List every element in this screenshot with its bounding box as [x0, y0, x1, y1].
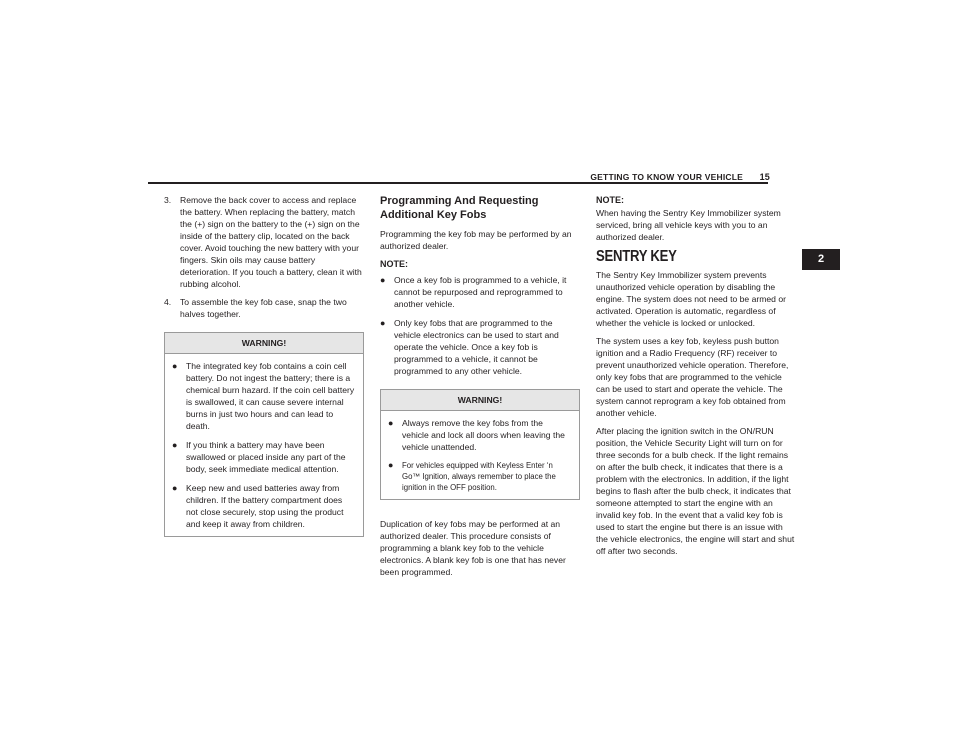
step-number: 3.: [164, 195, 172, 205]
warning-title: WARNING!: [381, 390, 579, 411]
note-bullet: ● Only key fobs that are programmed to the vehicle electronics can be used to start and operate the vehicle. Once a key fob is programmed to a vehicle, it cannot be programmed to any other vehicle.: [380, 318, 559, 376]
key-fob-warning-box: [380, 389, 580, 500]
bullet-icon: ●: [388, 460, 394, 470]
chapter-tab: 2: [802, 249, 840, 270]
running-header: [590, 172, 770, 182]
paragraph: After placing the ignition switch in the ON/RUN position, the Vehicle Security Light will turn on for three seconds for a bulb check. If the light remains on after the bulb check, it indicates that there is a problem with the electronics. In addition, if the light begins to flash after the bulb check, it indicates that someone attempted to start the engine with an invalid key fob. In the event that a valid key fob is used to start the engine but there is an issue with the vehicle electronics, the engine will start and shut off after two seconds.: [596, 426, 795, 556]
bullet-icon: ●: [380, 318, 386, 328]
step-number: 4.: [164, 297, 172, 307]
step-text: To assemble the key fob case, snap the two halves together.: [180, 297, 347, 319]
note-label: NOTE:: [380, 259, 408, 269]
bullet-icon: ●: [388, 418, 394, 428]
warning-bullet: ● Always remove the key fobs from the vehicle and lock all doors when leaving the vehicle unattended.: [388, 418, 565, 452]
bullet-icon: ●: [172, 440, 178, 450]
header-rule: [148, 182, 768, 184]
warning-bullet: ● Keep new and used batteries away from children. If the battery compartment does not close securely, stop using the product and keep it away from children.: [172, 483, 344, 529]
note-label: NOTE:: [596, 195, 624, 205]
warning-title: WARNING!: [165, 333, 363, 354]
paragraph: The Sentry Key Immobilizer system prevents unauthorized vehicle operation by disabling the engine. The system does not need to be armed or activated. Operation is automatic, regardless of whether the vehicle is locked or unlocked.: [596, 270, 786, 328]
paragraph: The system uses a key fob, keyless push button ignition and a Radio Frequency (RF) receiver to prevent unauthorized vehicle operation. Therefore, only key fobs that are programmed to the vehicle can be used to start and operate the vehicle. The system cannot reprogram a key fob obtained from another vehicle.: [596, 336, 789, 418]
bullet-icon: ●: [380, 275, 386, 285]
note-text: When having the Sentry Key Immobilizer system serviced, bring all vehicle keys with you to an authorized dealer.: [596, 208, 781, 242]
section-heading: Programming And Requesting Additional Key Fobs: [380, 195, 539, 221]
note-bullet: ● Once a key fob is programmed to a vehicle, it cannot be repurposed and reprogrammed to another vehicle.: [380, 275, 567, 309]
paragraph: Programming the key fob may be performed by an authorized dealer.: [380, 229, 572, 251]
paragraph: Duplication of key fobs may be performed at an authorized dealer. This procedure consists of programming a blank key fob to the vehicle electronics. A blank key fob is one that has never been programmed.: [380, 519, 566, 577]
warning-bullet: ● If you think a battery may have been swallowed or placed inside any part of the body, seek immediate medical attention.: [172, 440, 346, 474]
bullet-icon: ●: [172, 483, 178, 493]
bullet-icon: ●: [172, 361, 178, 371]
warning-bullet: ● The integrated key fob contains a coin cell battery. Do not ingest the battery; there is a chemical burn hazard. If the coin cell battery is swallowed, it can cause severe internal burns in just two hours and can lead to death.: [172, 361, 355, 431]
warning-bullet: ● For vehicles equipped with Keyless Enter ‘n Go™ Ignition, always remember to place the ignition in the OFF position.: [388, 460, 556, 492]
step-text: Remove the back cover to access and replace the battery. When replacing the battery, match the (+) sign on the battery to the (+) sign on the inside of the battery clip, located on the back cover. Avoid touching the new battery with your fingers. Skin oils may cause battery deterioration. If you touch a battery, clean it with rubbing alcohol.: [180, 195, 362, 289]
section-title: GETTING TO KNOW YOUR VEHICLE: [590, 172, 744, 182]
section-title-sentry-key: SENTRY KEY: [596, 248, 677, 265]
step-item: [164, 296, 364, 320]
column-1: [164, 194, 364, 537]
column-3: [596, 194, 796, 563]
page-number: 15: [759, 172, 770, 182]
battery-warning-box: [164, 332, 364, 537]
column-2: [380, 194, 580, 584]
step-item: [164, 194, 364, 290]
